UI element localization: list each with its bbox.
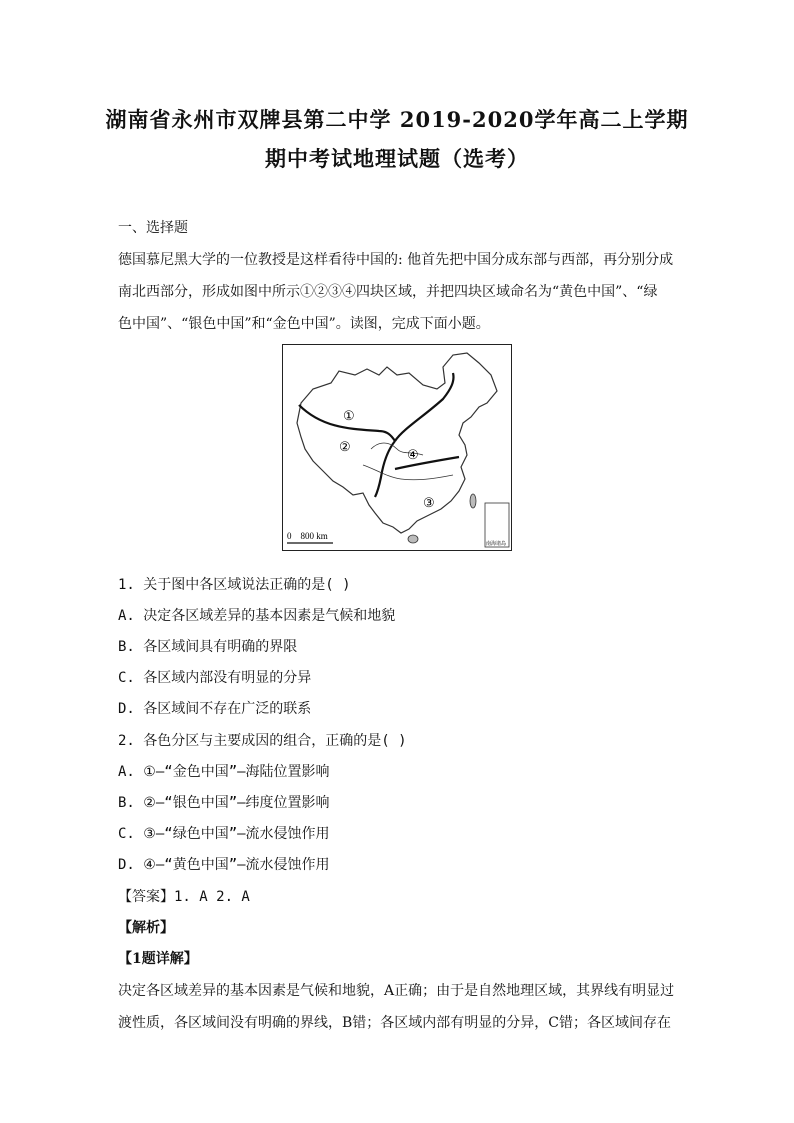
scale-label: 0 800 km	[287, 531, 328, 541]
q2-option-a: A. ①—“金色中国”—海陆位置影响	[118, 764, 330, 780]
q1-option-b: B. 各区域间具有明确的界限	[118, 639, 298, 655]
region-label-2: ②	[339, 439, 351, 454]
doc-title-line1: 湖南省永州市双牌县第二中学 2019-2020学年高二上学期	[105, 107, 689, 132]
answer-line: 【答案】1. A 2. A	[118, 889, 250, 905]
section-heading: 一、选择题	[118, 220, 188, 236]
detail-line-1: 决定各区域差异的基本因素是气候和地貌，A正确；由于是自然地理区域，其界线有明显过	[118, 983, 675, 999]
q1-option-d: D. 各区域间不存在广泛的联系	[118, 701, 312, 717]
q2-option-c: C. ③—“绿色中国”—流水侵蚀作用	[118, 826, 330, 842]
detail-line-2: 渡性质，各区域间没有明确的界线，B错；各区域内部有明显的分异，C错；各区域间存在	[118, 1015, 671, 1031]
intro-line-3: 色中国”、“银色中国”和“金色中国”。读图，完成下面小题。	[118, 316, 490, 332]
q2-option-d: D. ④—“黄色中国”—流水侵蚀作用	[118, 857, 330, 873]
region-label-3: ③	[423, 495, 435, 510]
q1-option-a: A. 决定各区域差异的基本因素是气候和地貌	[118, 608, 396, 624]
q1-stem: 1. 关于图中各区域说法正确的是( )	[118, 577, 351, 593]
china-outline	[297, 353, 497, 533]
boundary-west-east	[375, 441, 395, 497]
region-label-1: ①	[343, 408, 355, 423]
doc-title-line2: 期中考试地理试题（选考）	[265, 146, 529, 171]
intro-line-2: 南北西部分，形成如图中所示①②③④四块区域，并把四块区域命名为“黄色中国”、“绿	[118, 284, 658, 300]
south-sea-inset-label: 南海诸岛	[486, 542, 507, 547]
q2-option-b: B. ②—“银色中国”—纬度位置影响	[118, 795, 330, 811]
map-drawing	[283, 345, 511, 550]
taiwan-island	[470, 494, 476, 508]
intro-line-1: 德国慕尼黑大学的一位教授是这样看待中国的: 他首先把中国分成东部与西部，再分别分成	[118, 252, 674, 268]
south-sea-inset	[485, 503, 509, 547]
boundary-3-4	[395, 457, 459, 469]
region-label-4: ④	[407, 447, 419, 462]
q2-stem: 2. 各色分区与主要成因的组合，正确的是( )	[118, 733, 407, 749]
hainan-island	[408, 535, 418, 543]
analysis-heading: 【解析】	[118, 920, 174, 936]
detail-heading: 【1题详解】	[118, 951, 198, 967]
q1-option-c: C. 各区域内部没有明显的分异	[118, 670, 312, 686]
china-region-map	[282, 344, 512, 551]
